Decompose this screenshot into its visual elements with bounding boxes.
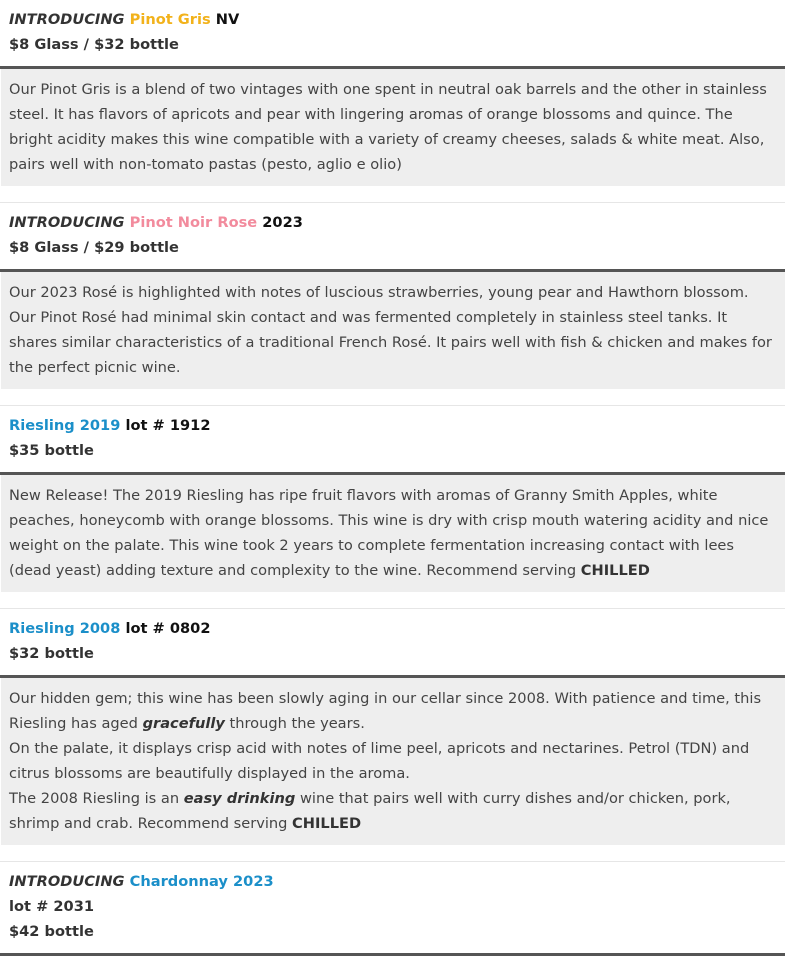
introducing-label: INTRODUCING	[9, 11, 125, 28]
wine-header-riesling-2008	[0, 608, 785, 666]
wine-description	[1, 272, 785, 389]
wine-title	[9, 413, 776, 438]
wine-header-chardonnay-2023	[0, 861, 785, 944]
serving-note: CHILLED	[580, 562, 650, 579]
wine-lot: lot # 1912	[125, 417, 211, 434]
wine-description	[1, 69, 785, 186]
description-text: through the years.	[224, 715, 365, 732]
wine-price: $42 bottle	[9, 923, 94, 940]
wine-price: $35 bottle	[9, 442, 94, 459]
wine-description	[1, 475, 785, 592]
wine-header-pinot-noir-rose	[0, 202, 785, 260]
wine-header-pinot-gris	[0, 0, 785, 57]
wine-name: Chardonnay 2023	[129, 873, 274, 890]
introducing-label: INTRODUCING	[9, 873, 125, 890]
wine-name: Pinot Gris	[129, 11, 211, 28]
serving-note: CHILLED	[292, 815, 362, 832]
description-paragraph	[9, 483, 777, 583]
wine-price: $8 Glass / $29 bottle	[9, 239, 179, 256]
wine-lot: lot # 0802	[125, 620, 211, 637]
description-paragraph: Our Pinot Gris is a blend of two vintages with one spent in neutral oak barrels and the other in stainless steel. It has flavors of apricots and pear with lingering aromas of orange blossoms and quince. The bright acidity makes this wine compatible with a variety of creamy cheeses, salads & white meat. Also, pairs well with non-tomato pastas (pesto, aglio e olio)	[9, 81, 767, 173]
wine-lot: lot # 2031	[9, 898, 95, 915]
wine-header-riesling-2019	[0, 405, 785, 463]
description-paragraph	[9, 686, 777, 736]
wine-vintage: 2023	[262, 214, 303, 231]
emphasis-text: gracefully	[142, 715, 225, 732]
introducing-label: INTRODUCING	[9, 214, 125, 231]
description-text: New Release! The 2019 Riesling has ripe fruit flavors with aromas of Granny Smith Apples, white peaches, honeycomb with orange blossoms. This wine is dry with crisp mouth watering acidity and nice weight on the palate. This wine took 2 years to complete fermentation increasing contact with lees (dead yeast) adding texture and complexity to the wine. Recommend serving	[9, 487, 769, 579]
wine-name: Riesling 2008	[9, 620, 121, 637]
description-paragraph: On the palate, it displays crisp acid with notes of lime peel, apricots and nectarines. Petrol (TDN) and citrus blossoms are beautifully displayed in the aroma.	[9, 740, 750, 782]
wine-price: $8 Glass / $32 bottle	[9, 36, 179, 53]
wine-name: Pinot Noir Rose	[129, 214, 258, 231]
wine-title	[9, 7, 776, 32]
wine-description	[1, 678, 785, 845]
description-text: wine that pairs well with curry dishes and/or chicken, pork, shrimp and crab. Recommend serving	[9, 790, 731, 832]
wine-title	[9, 210, 776, 235]
wine-vintage: NV	[215, 11, 240, 28]
description-paragraph: Our Pinot Rosé had minimal skin contact and was fermented completely in stainless steel tanks. It shares similar characteristics of a traditional French Rosé. It pairs well with fish & chicken and makes for the perfect picnic wine.	[9, 309, 772, 376]
wine-price: $32 bottle	[9, 645, 94, 662]
wine-title	[9, 616, 776, 641]
description-paragraph: Our 2023 Rosé is highlighted with notes of luscious strawberries, young pear and Hawthorn blossom.	[9, 284, 749, 301]
description-paragraph	[9, 786, 777, 836]
description-text: The 2008 Riesling is an	[9, 790, 184, 807]
description-text: Our hidden gem; this wine has been slowly aging in our cellar since 2008. With patience and time, this Riesling has aged	[9, 690, 762, 732]
emphasis-text: easy drinking	[183, 790, 296, 807]
wine-name: Riesling 2019	[9, 417, 121, 434]
wine-title	[9, 869, 776, 894]
